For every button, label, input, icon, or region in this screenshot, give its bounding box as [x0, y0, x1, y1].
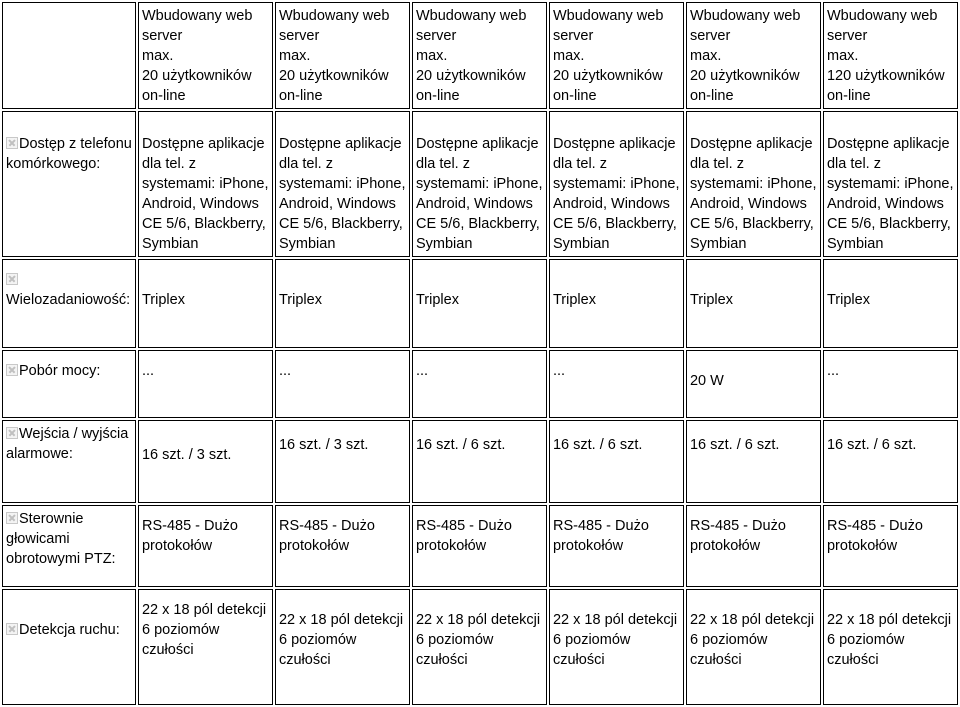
row-alarm-io: [2, 420, 958, 503]
cell-multitask-2: Triplex: [275, 259, 410, 348]
cell-multitask-1: Triplex: [138, 259, 273, 348]
row-motion: [2, 589, 958, 705]
cell-server-4: Wbudowany web server max. 20 użytkowników on-line: [549, 2, 684, 109]
cell-multitask-3: Triplex: [412, 259, 547, 348]
cell-server-1: Wbudowany web server max. 20 użytkowników on-line: [138, 2, 273, 109]
cell-motion-2: 22 x 18 pól detekcji 6 poziomów czułości: [275, 589, 410, 705]
label-text: Detekcja ruchu:: [19, 622, 120, 638]
cell-multitask-6: Triplex: [823, 259, 958, 348]
cell-multitask-4: Triplex: [549, 259, 684, 348]
cell-power-3: ...: [412, 350, 547, 418]
row-mobile: [2, 111, 958, 257]
cell-server-3: Wbudowany web server max. 20 użytkowników on-line: [412, 2, 547, 109]
broken-image-icon: [6, 137, 18, 149]
row-label-motion: [2, 589, 136, 705]
row-label-mobile: [2, 111, 136, 257]
label-text: Sterownie głowicami obrotowymi PTZ:: [6, 511, 116, 567]
cell-alarm-io-2: 16 szt. / 3 szt.: [275, 420, 410, 503]
label-text: Pobór mocy:: [19, 363, 101, 379]
cell-server-6: Wbudowany web server max. 120 użytkowników on-line: [823, 2, 958, 109]
row-power: [2, 350, 958, 418]
row-multitask: [2, 259, 958, 348]
row-label-power: [2, 350, 136, 418]
row-label-ptz: [2, 505, 136, 587]
row-label-multitask: [2, 259, 136, 348]
cell-motion-1: 22 x 18 pól detekcji 6 poziomów czułości: [138, 589, 273, 705]
cell-power-5: 20 W: [686, 350, 821, 418]
label-text: Wejścia / wyjścia alarmowe:: [6, 426, 129, 462]
label-text: Dostęp z telefonu komórkowego:: [6, 136, 132, 172]
cell-alarm-io-6: 16 szt. / 6 szt.: [823, 420, 958, 503]
row-ptz: [2, 505, 958, 587]
broken-image-icon: [6, 427, 18, 439]
cell-mobile-1: Dostępne aplikacje dla tel. z systemami: iPhone, Android, Windows CE 5/6, Blackberry, Symbian: [138, 111, 273, 257]
cell-motion-5: 22 x 18 pól detekcji 6 poziomów czułości: [686, 589, 821, 705]
cell-mobile-4: Dostępne aplikacje dla tel. z systemami: iPhone, Android, Windows CE 5/6, Blackberry, Symbian: [549, 111, 684, 257]
broken-image-icon: [6, 273, 18, 285]
cell-alarm-io-3: 16 szt. / 6 szt.: [412, 420, 547, 503]
cell-power-2: ...: [275, 350, 410, 418]
cell-alarm-io-5: 16 szt. / 6 szt.: [686, 420, 821, 503]
cell-motion-6: 22 x 18 pól detekcji 6 poziomów czułości: [823, 589, 958, 705]
cell-ptz-5: RS-485 - Dużo protokołów: [686, 505, 821, 587]
cell-mobile-6: Dostępne aplikacje dla tel. z systemami: iPhone, Android, Windows CE 5/6, Blackberry, Symbian: [823, 111, 958, 257]
cell-ptz-4: RS-485 - Dużo protokołów: [549, 505, 684, 587]
broken-image-icon: [6, 623, 18, 635]
label-text: Wielozadaniowość:: [6, 292, 131, 308]
cell-power-4: ...: [549, 350, 684, 418]
cell-ptz-1: RS-485 - Dużo protokołów: [138, 505, 273, 587]
cell-multitask-5: Triplex: [686, 259, 821, 348]
cell-server-5: Wbudowany web server max. 20 użytkowników on-line: [686, 2, 821, 109]
cell-server-2: Wbudowany web server max. 20 użytkowników on-line: [275, 2, 410, 109]
cell-power-1: ...: [138, 350, 273, 418]
broken-image-icon: [6, 364, 18, 376]
cell-power-6: ...: [823, 350, 958, 418]
cell-mobile-5: Dostępne aplikacje dla tel. z systemami: iPhone, Android, Windows CE 5/6, Blackberry, Symbian: [686, 111, 821, 257]
cell-mobile-2: Dostępne aplikacje dla tel. z systemami: iPhone, Android, Windows CE 5/6, Blackberry, Symbian: [275, 111, 410, 257]
cell-motion-4: 22 x 18 pól detekcji 6 poziomów czułości: [549, 589, 684, 705]
row-label-alarm-io: [2, 420, 136, 503]
cell-mobile-3: Dostępne aplikacje dla tel. z systemami: iPhone, Android, Windows CE 5/6, Blackberry, Symbian: [412, 111, 547, 257]
cell-alarm-io-1: 16 szt. / 3 szt.: [138, 420, 273, 503]
cell-ptz-3: RS-485 - Dużo protokołów: [412, 505, 547, 587]
row-label-empty: [2, 2, 136, 109]
cell-ptz-2: RS-485 - Dużo protokołów: [275, 505, 410, 587]
cell-ptz-6: RS-485 - Dużo protokołów: [823, 505, 958, 587]
broken-image-icon: [6, 512, 18, 524]
row-server: [2, 2, 958, 109]
cell-alarm-io-4: 16 szt. / 6 szt.: [549, 420, 684, 503]
cell-motion-3: 22 x 18 pól detekcji 6 poziomów czułości: [412, 589, 547, 705]
